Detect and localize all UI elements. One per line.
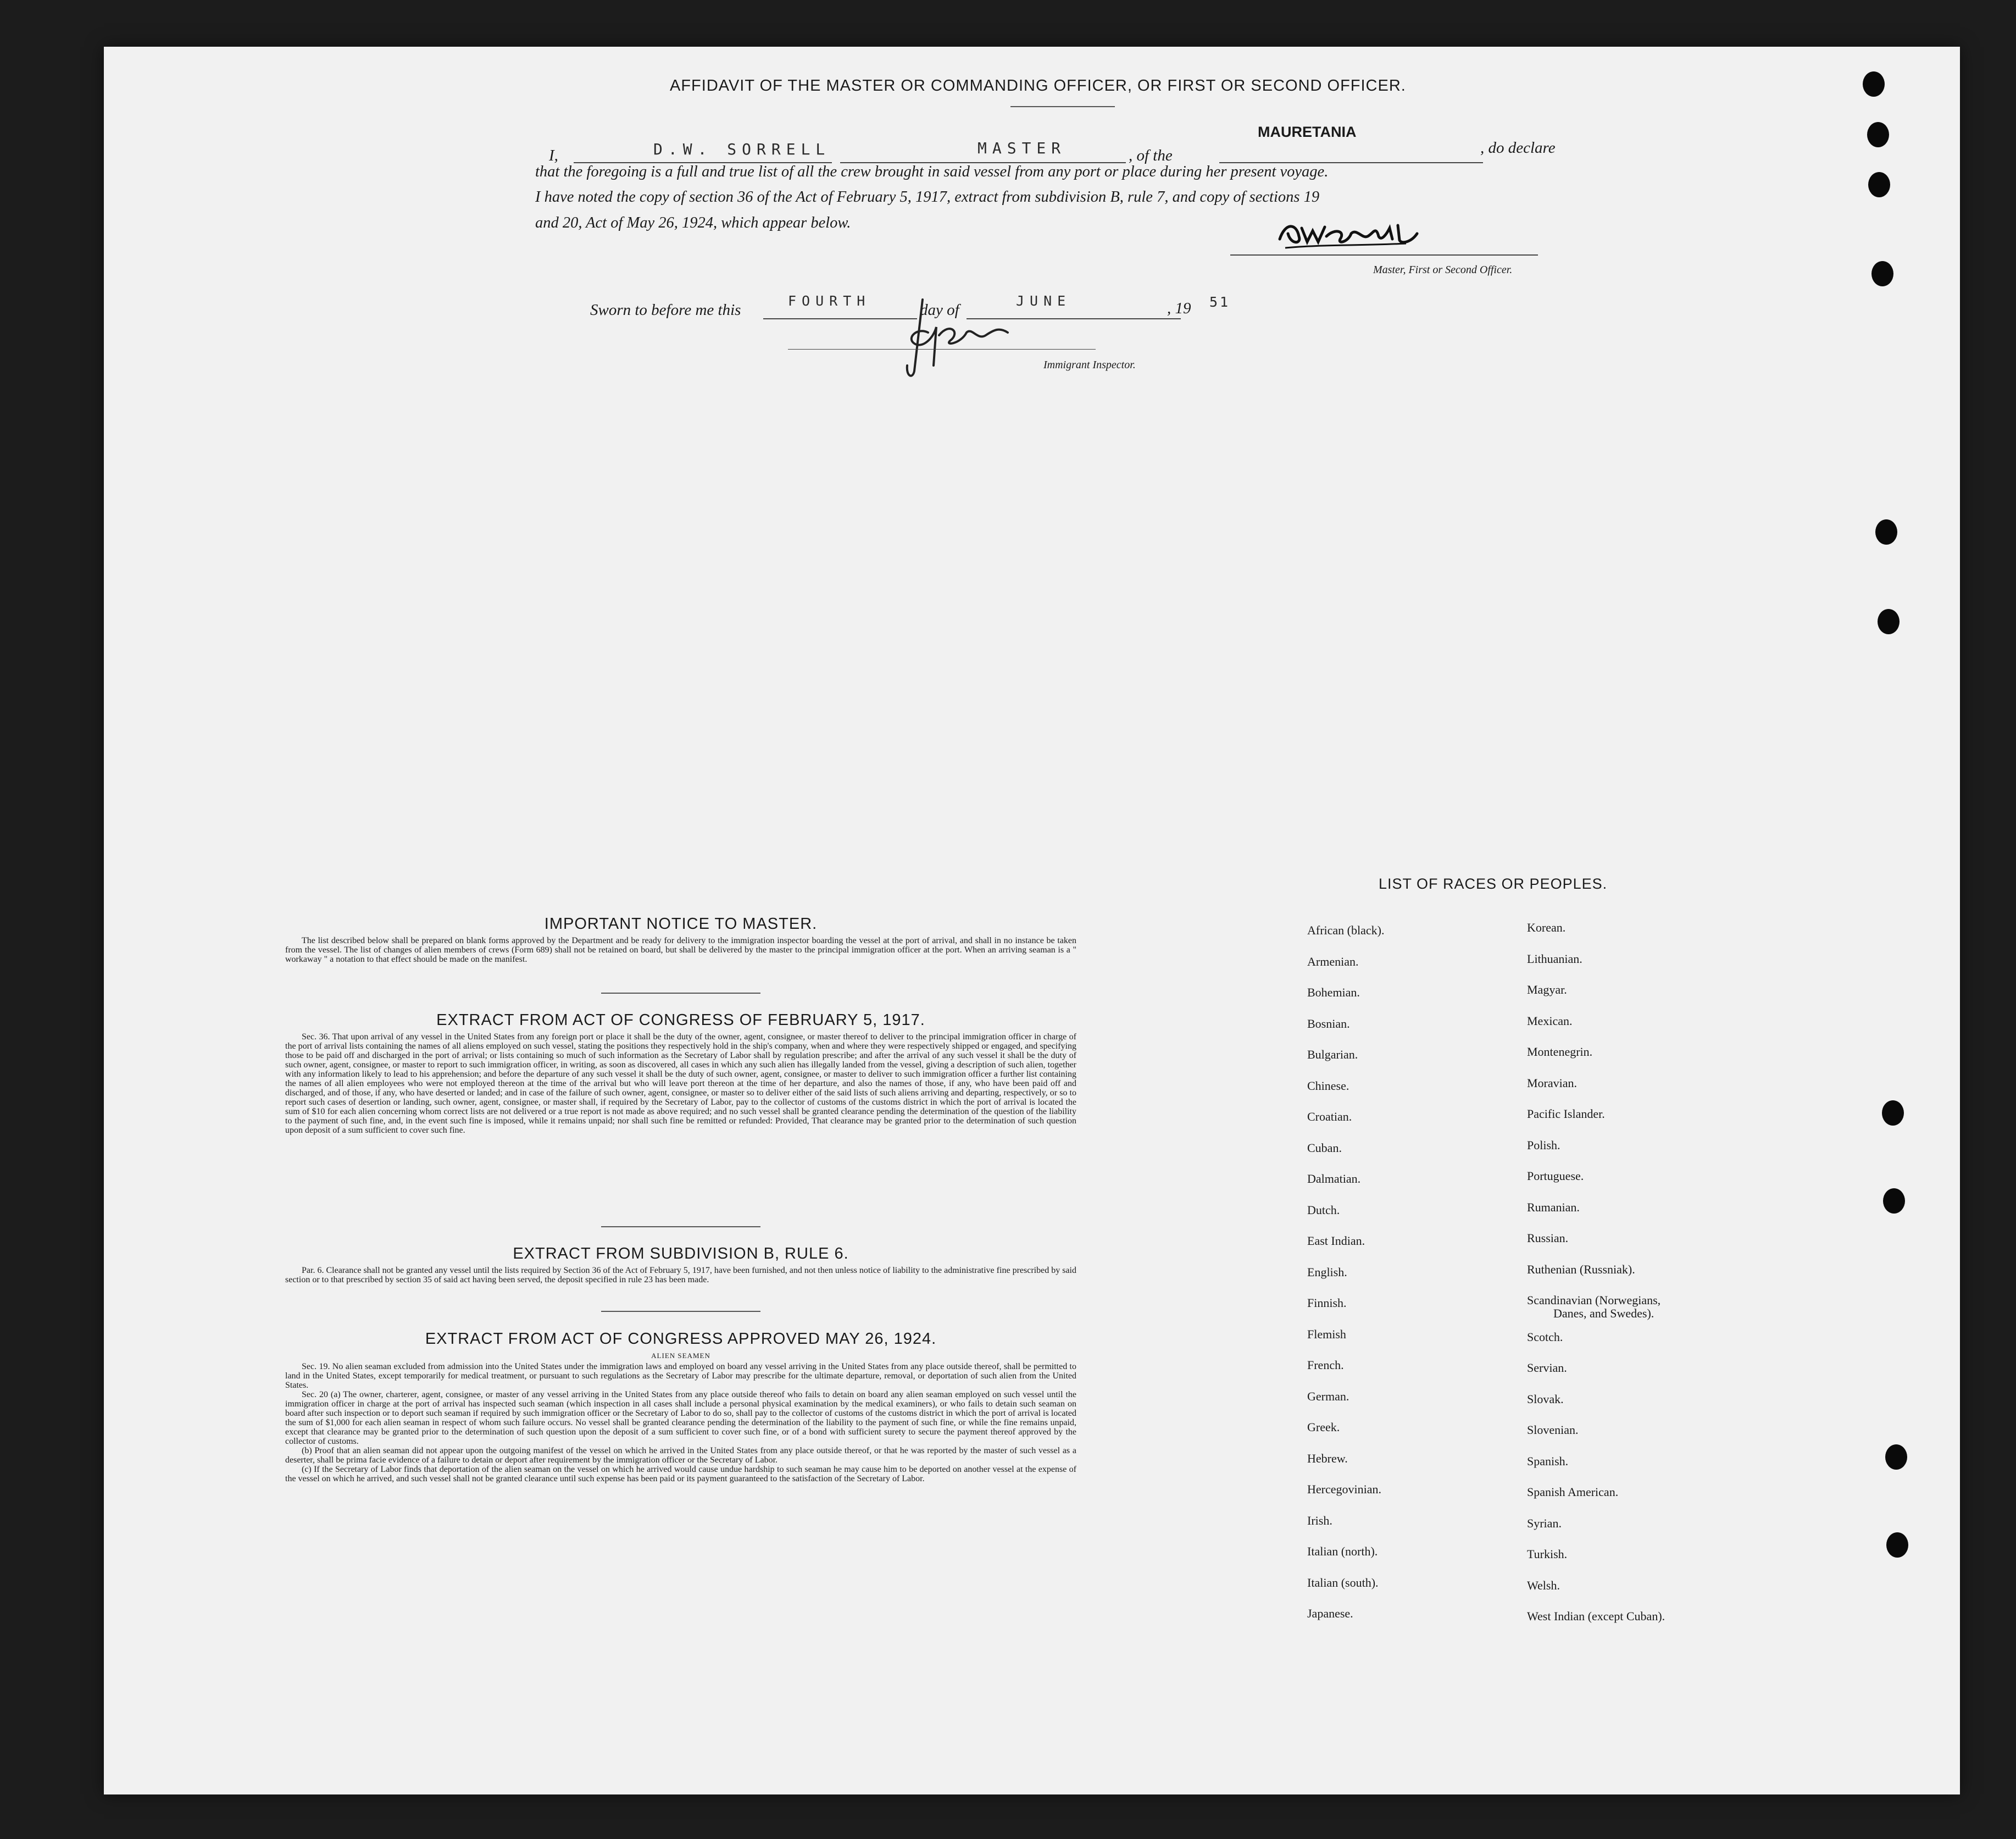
declaration-line-2: I have noted the copy of section 36 of the Act of February 5, 1917, extract from subdivision B, rule 7, and copy of sections 19 (535, 189, 1320, 206)
master-rank: MASTER (978, 139, 1067, 157)
race-item: German. (1307, 1389, 1349, 1403)
race-item: Rumanian. (1527, 1200, 1580, 1214)
race-item: Bosnian. (1307, 1017, 1350, 1031)
race-item: Armenian. (1307, 955, 1359, 968)
binder-hole (1885, 1444, 1907, 1470)
sworn-month: JUNE (1016, 293, 1071, 309)
race-item: Ruthenian (Russniak). (1527, 1262, 1635, 1276)
extract-1917-title: EXTRACT FROM ACT OF CONGRESS OF FEBRUARY 5, 1917. (436, 1011, 925, 1029)
extract-1924-subtitle: ALIEN SEAMEN (651, 1351, 710, 1360)
binder-hole (1867, 122, 1889, 147)
subdivision-b-title: EXTRACT FROM SUBDIVISION B, RULE 6. (513, 1245, 849, 1262)
binder-hole (1878, 609, 1900, 634)
race-item: Bohemian. (1307, 985, 1360, 999)
inspector-line (788, 349, 1096, 350)
extract-1917-paragraph: Sec. 36. That upon arrival of any vessel in the United States from any foreign port or place it shall be the duty of the owner, agent, consignee, or master thereof to deliver to the principal immigration officer in charge of the port of arrival lists containing the names of all aliens employed on such vessel, stating the positions they respectively hold in the ship's company, when and where they were respectively shipped or engaged, and specifying those to be paid off and discharged in the port of arrival; or lists containing so much of such information as the Secretary of Labor shall by regulation prescribe; and after the arrival of any such vessel it shall be the duty of such owner, agent, consignee, or master to report to such immigration officer, in writing, as soon as discovered, all cases in which any such alien has illegally landed from the vessel, giving a description of such alien, together with any information likely to lead to his apprehension; and before the departure of any such vessel it shall be the duty of such owner, agent, consignee, or master to deliver to such immigration officer a further list containing the names of all alien employees who were not employed thereon at the time of the arrival but who will leave port thereon at the time of her departure, and also the names of those, if any, who have been paid off and discharged, and of those, if any, who have deserted or landed; and in case of the failure of such owner, agent, consignee, or master so to deliver either of the said lists of such aliens arriving and departing, respectively, or so to report such cases of desertion or landing, such owner, agent, consignee, or master shall, if required by the Secretary of Labor, pay to the collector of customs of the customs district in which the port of arrival is located the sum of $10 for each alien concerning whom correct lists are not delivered or a true report is not made as above required; and no such vessel shall be granted clearance pending the determination of the question of the liability to the payment of such fine, and, in the event such fine is imposed, while it remains unpaid; nor shall such fine be remitted or refunded: Provided, That clearance may be granted prior to the determination of such question upon deposit of a sum sufficient to cover such fine. (285, 1032, 1076, 1135)
sec-20a-paragraph: Sec. 20 (a) The owner, charterer, agent, consignee, or master of any vessel arriving in the United States from any place outside thereof who fails to detain on board any alien seaman employed on such vessel until the immigration officer in charge at the port of arrival has inspected such seaman (which inspection in all cases shall include a personal physical examination by the medical examiners), or who fails to detain such seaman on board after such inspection or to deport such seaman if required by such immigration officer or the Secretary of Labor to do so, shall pay to the collector of customs of the customs district in which the port of arrival is located the sum of $1,000 for each alien seaman in respect of whom such failure occurs. No vessel shall be granted clearance pending the determination of the liability to the payment of such fine, or while the fine remains unpaid, except that clearance may be granted prior to the determination of such question upon the deposit of a sum sufficient to cover such fine, or of a bond with sufficient surety to secure the payment thereof approved by the collector of customs. (285, 1390, 1076, 1446)
race-item: Bulgarian. (1307, 1048, 1358, 1061)
race-item: Montenegrin. (1527, 1045, 1593, 1059)
binder-hole (1882, 1100, 1904, 1126)
race-item: Korean. (1527, 921, 1566, 934)
race-item: Croatian. (1307, 1110, 1352, 1123)
race-item: African (black). (1307, 923, 1385, 937)
sworn-day: FOURTH (788, 293, 871, 309)
subdivision-b-text (285, 1266, 1076, 1284)
race-item: Polish. (1527, 1138, 1560, 1152)
race-item: Dalmatian. (1307, 1172, 1361, 1186)
notice-paragraph: The list described below shall be prepared on blank forms approved by the Department and be ready for delivery to the immigration inspector boarding the vessel at the port of arrival, and shall in no instance be taken from the vessel. The list of changes of alien members of crews (Form 689) shall not be retained on board, but shall be delivered by the master to the principal immigration officer at the port. When an arriving seaman is a " workaway " a notation to that effect should be made on the manifest. (285, 936, 1076, 964)
races-title: LIST OF RACES OR PEOPLES. (1379, 876, 1608, 892)
race-item: English. (1307, 1265, 1347, 1279)
race-item: Italian (north). (1307, 1544, 1378, 1558)
do-declare-label: , do declare (1480, 139, 1556, 157)
race-item: Flemish (1307, 1327, 1346, 1341)
race-item: Irish. (1307, 1514, 1332, 1527)
divider-3 (601, 1311, 760, 1312)
extract-1924-title: EXTRACT FROM ACT OF CONGRESS APPROVED MAY 26, 1924. (425, 1330, 937, 1348)
sec-19-paragraph: Sec. 19. No alien seaman excluded from admission into the United States under the immigration laws and employed on board any vessel arriving in the United States from any place outside thereof, shall be permitted to land in the United States, except temporarily for medical treatment, or pursuant to such regulations as the Secretary of Labor may prescribe for the ultimate departure, removal, or deportation of such alien from the United States. (285, 1362, 1076, 1390)
race-item: Pacific Islander. (1527, 1107, 1605, 1121)
binder-hole (1868, 172, 1890, 197)
title-divider (1010, 106, 1115, 107)
race-item: Portuguese. (1527, 1169, 1584, 1183)
race-item: West Indian (except Cuban). (1527, 1609, 1665, 1623)
signature-line (1230, 254, 1538, 256)
binder-hole (1875, 519, 1897, 545)
day-of-label: day of (920, 301, 959, 319)
divider-1 (601, 993, 760, 994)
divider-2 (601, 1226, 760, 1227)
binder-hole (1883, 1188, 1905, 1214)
master-signature (1274, 212, 1434, 256)
affidavit-title: AFFIDAVIT OF THE MASTER OR COMMANDING OFFICER, OR FIRST OR SECOND OFFICER. (670, 77, 1406, 95)
race-item: Dutch. (1307, 1203, 1340, 1217)
sec-20c-paragraph: (c) If the Secretary of Labor finds that deportation of the alien seaman on the vessel on which he arrived would cause undue hardship to such seaman he may cause him to be deported on another vessel at the expense of the vessel on which he arrived, and such vessel shall not be granted clearance until such expense has been paid or its payment guaranteed to the satisfaction of the Secretary of Labor. (285, 1465, 1076, 1483)
race-item: Slovenian. (1527, 1423, 1579, 1437)
inspector-signature (868, 289, 1032, 387)
race-item: Scandinavian (Norwegians, (1527, 1293, 1661, 1307)
declaration-line-1: that the foregoing is a full and true list of all the crew brought in said vessel from any port or place during her present voyage. (535, 163, 1329, 180)
races-left-column (1307, 923, 1505, 1693)
race-item: Scotch. (1527, 1330, 1563, 1344)
race-item: Hercegovinian. (1307, 1482, 1381, 1496)
race-item: Greek. (1307, 1420, 1340, 1434)
race-item: Lithuanian. (1527, 952, 1582, 966)
notice-text (285, 936, 1076, 964)
races-right-column (1527, 921, 1835, 1690)
binder-hole (1886, 1532, 1908, 1558)
race-item: Turkish. (1527, 1547, 1568, 1561)
declaration-line-3: and 20, Act of May 26, 1924, which appear below. (535, 214, 851, 231)
master-name: D.W. SORRELL (653, 140, 831, 158)
document-sheet (104, 47, 1960, 1794)
race-item: Hebrew. (1307, 1452, 1348, 1465)
year-prefix: , 19 (1167, 300, 1191, 317)
race-item: Spanish American. (1527, 1485, 1619, 1499)
race-item: Slovak. (1527, 1392, 1564, 1406)
sworn-label: Sworn to before me this (590, 301, 741, 319)
signature-label: Master, First or Second Officer. (1373, 264, 1513, 276)
race-item: Mexican. (1527, 1014, 1573, 1028)
of-the-label: , of the (1129, 147, 1173, 164)
race-item: Finnish. (1307, 1296, 1347, 1310)
race-item: Danes, and Swedes). (1553, 1306, 1654, 1320)
race-item: Spanish. (1527, 1454, 1569, 1468)
race-item: Servian. (1527, 1361, 1567, 1375)
extract-1917-text (285, 1032, 1076, 1135)
race-item: Chinese. (1307, 1079, 1349, 1093)
race-item: Syrian. (1527, 1516, 1562, 1530)
race-item: French. (1307, 1358, 1344, 1372)
race-item: Italian (south). (1307, 1576, 1379, 1589)
race-item: Moravian. (1527, 1076, 1578, 1090)
extract-1924-text (285, 1362, 1076, 1483)
inspector-label: Immigrant Inspector. (1043, 359, 1136, 371)
race-item: Russian. (1527, 1231, 1569, 1245)
race-item: Welsh. (1527, 1578, 1560, 1592)
sworn-year: 51 (1209, 294, 1231, 310)
binder-hole (1871, 261, 1893, 286)
race-item: Cuban. (1307, 1141, 1342, 1155)
race-item: Magyar. (1527, 983, 1567, 996)
notice-title: IMPORTANT NOTICE TO MASTER. (544, 915, 818, 933)
subdivision-b-paragraph: Par. 6. Clearance shall not be granted any vessel until the lists required by Section 36 of the Act of February 5, 1917, have been furnished, and not then unless notice of liability to the administrative fine prescribed by said section or to that prescribed by section 35 of said act having been served, the deposit specified in rule 23 has been made. (285, 1266, 1076, 1284)
race-item: East Indian. (1307, 1234, 1365, 1248)
vessel-name: MAURETANIA (1258, 124, 1357, 140)
i-label: I, (549, 147, 558, 164)
race-item: Japanese. (1307, 1607, 1353, 1620)
sec-20b-paragraph: (b) Proof that an alien seaman did not appear upon the outgoing manifest of the vessel on which he arrived in the United States from any place outside thereof, or that he was reported by the master of such vessel as a deserter, shall be prima facie evidence of a failure to detain or deport after requirement by the immigration officer or the Secretary of Labor. (285, 1446, 1076, 1465)
binder-hole (1863, 71, 1885, 97)
